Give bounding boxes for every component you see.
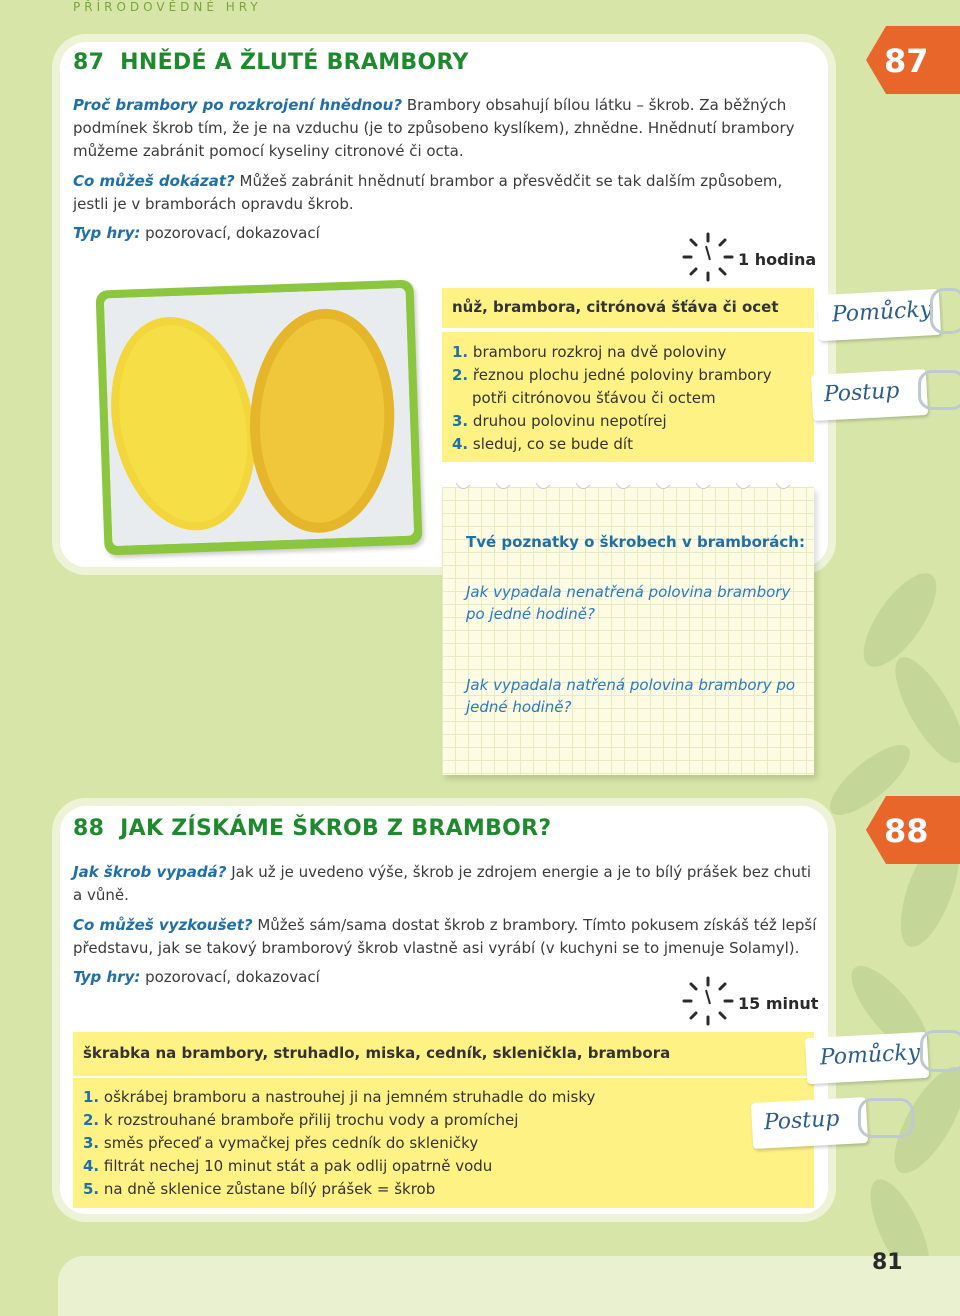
goal-label: Co můžeš dokázat? xyxy=(73,172,235,190)
paperclip-icon xyxy=(858,1098,914,1138)
paperclip-icon xyxy=(920,1030,960,1072)
goal-text: Můžeš zabránit hnědnutí brambor a přesvědčit se tak dalším způsobem, jestli je v bramborách opravdu škrob. xyxy=(73,172,783,213)
step-item: 3. druhou polovinu nepotírej xyxy=(452,412,667,430)
question-label: Jak škrob vypadá? xyxy=(73,863,227,881)
game-title: JAK ZÍSKÁME ŠKROB Z BRAMBOR? xyxy=(120,816,552,841)
potato-halves-image xyxy=(104,288,414,546)
clock-icon xyxy=(682,232,734,282)
type-label: Typ hry: xyxy=(73,224,141,242)
type-label: Typ hry: xyxy=(73,968,141,986)
duration-text: 15 minut xyxy=(738,994,819,1013)
game-88-title xyxy=(73,816,551,841)
game-87-type xyxy=(73,222,320,245)
game-87-goal xyxy=(73,170,813,216)
game-87-badge xyxy=(862,20,960,100)
badge-number: 87 xyxy=(884,42,929,80)
question-label: Proč brambory po rozkrojení hnědnou? xyxy=(73,96,403,114)
step-item: 2. k rozstrouhané bramboře přilij trochu vody a promíchej xyxy=(83,1111,519,1129)
tools-box-88 xyxy=(73,1032,814,1076)
game-88-type xyxy=(73,966,320,989)
duration-88 xyxy=(682,976,822,1026)
section-label: PŘÍRODOVĚDNÉ HRY xyxy=(73,0,262,14)
notes-question-1: Jak vypadala nenatřená polovina brambory po jedné hodině? xyxy=(466,583,791,623)
game-88-badge xyxy=(862,790,960,870)
tag-tools-88 xyxy=(805,1032,929,1084)
notes-pad xyxy=(442,487,814,775)
tag-steps-88 xyxy=(751,1097,868,1149)
tools-text: škrabka na brambory, struhadlo, miska, cedník, skleničkla, brambora xyxy=(83,1044,671,1062)
step-item: 3. směs přeceď a vymačkej přes cedník do skleničky xyxy=(83,1134,479,1152)
game-87-title xyxy=(73,50,469,75)
goal-label: Co můžeš vyzkoušet? xyxy=(73,916,253,934)
tag-label: Pomůcky xyxy=(819,1040,921,1071)
badge-number: 88 xyxy=(884,812,929,850)
tag-steps-87 xyxy=(811,369,928,421)
game-title: HNĚDÉ A ŽLUTÉ BRAMBORY xyxy=(120,50,469,75)
page-number: 81 xyxy=(872,1250,903,1275)
paperclip-icon xyxy=(918,370,960,410)
game-88-goal xyxy=(73,914,818,960)
step-item: 2. řeznou plochu jedné poloviny brambory potři citrónovou šťávou či octem xyxy=(452,366,772,407)
step-item: 4. filtrát nechej 10 minut stát a pak odlij opatrně vodu xyxy=(83,1157,493,1175)
game-87-intro xyxy=(73,94,813,163)
step-item: 1. oškrábej bramboru a nastrouhej ji na jemném struhadle do misky xyxy=(83,1088,596,1106)
spiral-binding-icon xyxy=(442,479,814,495)
type-text: pozorovací, dokazovací xyxy=(140,968,320,986)
tag-label: Postup xyxy=(823,378,901,408)
step-item: 4. sleduj, co se bude dít xyxy=(452,435,633,453)
game-number: 88 xyxy=(73,816,105,841)
goal-text: Můžeš sám/sama dostat škrob z brambory. Tímto pokusem získáš též lepší představu, jak se takový bramborový škrob vlastně asi vyrábí (v kuchyni se to jmenuje Solamyl). xyxy=(73,916,817,957)
duration-87 xyxy=(682,232,822,282)
tag-label: Postup xyxy=(763,1106,841,1136)
step-item: 5. na dně sklenice zůstane bílý prášek = škrob xyxy=(83,1180,436,1198)
clock-icon xyxy=(682,976,734,1026)
notes-title: Tvé poznatky o škrobech v bramborách: xyxy=(466,533,805,551)
tag-label: Pomůcky xyxy=(831,297,933,328)
footer-band xyxy=(58,1256,960,1316)
step-item: 1. bramboru rozkroj na dvě poloviny xyxy=(452,343,727,361)
type-text: pozorovací, dokazovací xyxy=(140,224,320,242)
steps-box-88 xyxy=(73,1078,814,1208)
steps-box-87 xyxy=(442,332,814,462)
notes-question-2: Jak vypadala natřená polovina brambory po jedné hodině? xyxy=(466,676,796,716)
question-text: Jak už je uvedeno výše, škrob je zdrojem energie a je to bílý prášek bez chuti a vůně. xyxy=(73,863,811,904)
duration-text: 1 hodina xyxy=(738,250,817,269)
paperclip-icon xyxy=(930,288,960,334)
tools-box-87 xyxy=(442,288,814,328)
game-88-intro xyxy=(73,861,813,907)
tools-text: nůž, brambora, citrónová šťáva či ocet xyxy=(452,298,779,316)
game-number: 87 xyxy=(73,50,105,75)
tag-tools-87 xyxy=(817,289,941,341)
question-text: Brambory obsahují bílou látku – škrob. Za běžných podmínek škrob tím, že je na vzduchu (je to způsobeno kyslíkem), zhnědne. Hnědnutí brambory můžeme zabránit pomocí kyseliny citronové či octa. xyxy=(73,96,795,160)
potato-photo xyxy=(95,280,422,556)
